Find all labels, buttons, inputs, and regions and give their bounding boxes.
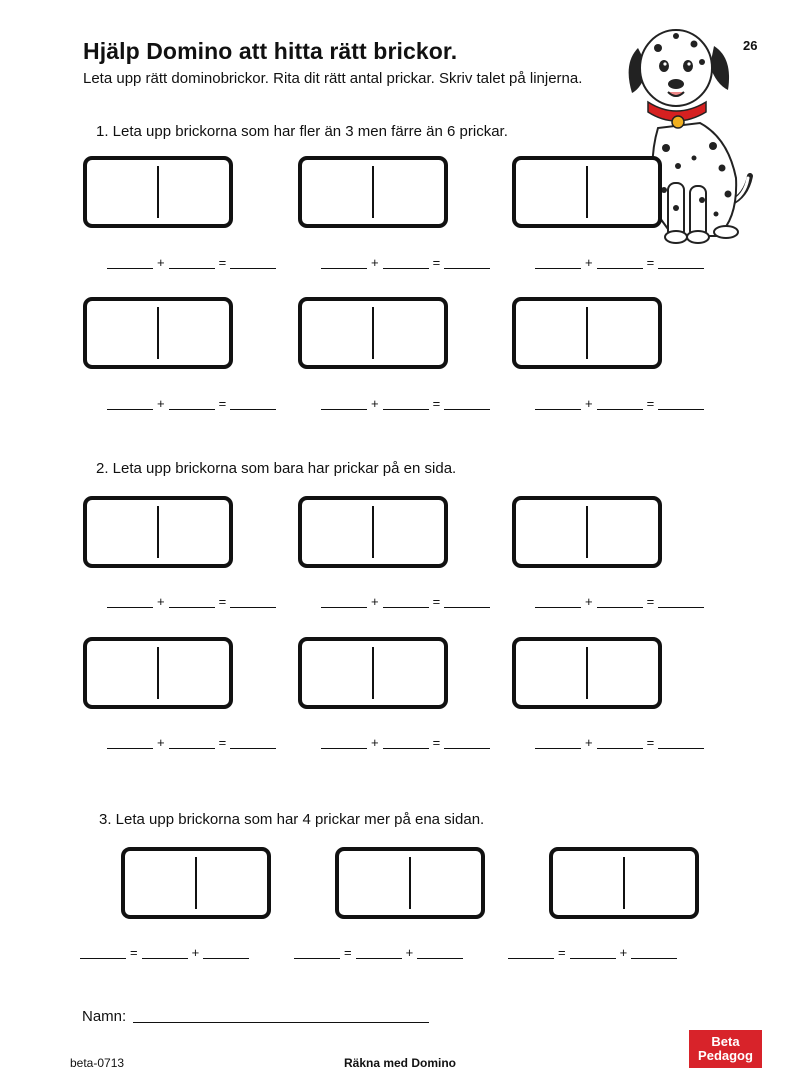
domino-tile[interactable] xyxy=(549,847,699,919)
equals-sign: = xyxy=(218,735,227,750)
domino-tile[interactable] xyxy=(83,496,233,568)
answer-blank[interactable] xyxy=(444,258,490,269)
equals-sign: = xyxy=(646,255,655,270)
domino-divider xyxy=(157,166,159,218)
answer-blank[interactable] xyxy=(321,399,367,410)
equals-sign: = xyxy=(432,396,441,411)
domino-tile[interactable] xyxy=(83,637,233,709)
domino-divider xyxy=(157,506,159,558)
equals-sign: = xyxy=(218,396,227,411)
domino-divider xyxy=(157,307,159,359)
domino-divider xyxy=(586,647,588,699)
answer-blank[interactable] xyxy=(597,258,643,269)
answer-blank[interactable] xyxy=(230,738,276,749)
domino-divider xyxy=(623,857,625,909)
plus-sign: + xyxy=(371,255,379,270)
equals-sign: = xyxy=(130,945,138,960)
subtraction-equation xyxy=(77,946,252,959)
answer-blank[interactable] xyxy=(321,258,367,269)
answer-blank[interactable] xyxy=(508,948,554,959)
equals-sign: = xyxy=(432,735,441,750)
answer-blank[interactable] xyxy=(444,399,490,410)
plus-sign: + xyxy=(191,945,200,960)
answer-blank[interactable] xyxy=(80,948,126,959)
answer-blank[interactable] xyxy=(230,597,276,608)
domino-tile[interactable] xyxy=(298,496,448,568)
subtraction-equation xyxy=(505,946,680,959)
page-title: Hjälp Domino att hitta rätt brickor. xyxy=(83,38,458,64)
answer-blank[interactable] xyxy=(169,399,215,410)
equals-sign: = xyxy=(218,594,227,609)
answer-blank[interactable] xyxy=(383,399,429,410)
plus-sign: + xyxy=(371,396,379,411)
answer-blank[interactable] xyxy=(417,948,463,959)
plus-sign: + xyxy=(585,396,593,411)
plus-sign: + xyxy=(371,594,379,609)
domino-tile[interactable] xyxy=(83,156,233,228)
equals-sign: = xyxy=(646,594,655,609)
answer-blank[interactable] xyxy=(321,597,367,608)
plus-sign: + xyxy=(157,594,165,609)
question-2-label: 2. Leta upp brickorna som bara har prickar på en sida. xyxy=(96,460,457,477)
answer-blank[interactable] xyxy=(107,399,153,410)
domino-tile[interactable] xyxy=(298,156,448,228)
plus-sign: + xyxy=(585,594,593,609)
plus-sign: + xyxy=(157,396,165,411)
equals-sign: = xyxy=(218,255,227,270)
answer-blank[interactable] xyxy=(107,738,153,749)
domino-divider xyxy=(372,307,374,359)
domino-tile[interactable] xyxy=(512,496,662,568)
answer-blank[interactable] xyxy=(597,399,643,410)
plus-sign: + xyxy=(157,735,165,750)
answer-blank[interactable] xyxy=(356,948,402,959)
domino-tile[interactable] xyxy=(335,847,485,919)
addition-equation xyxy=(318,595,493,608)
plus-sign: + xyxy=(585,255,593,270)
answer-blank[interactable] xyxy=(169,597,215,608)
domino-tile[interactable] xyxy=(512,637,662,709)
book-title: Räkna med Domino xyxy=(343,1056,457,1070)
question-3-label: 3. Leta upp brickorna som har 4 prickar mer på ena sidan. xyxy=(99,811,485,828)
equals-sign: = xyxy=(558,945,566,960)
equals-sign: = xyxy=(646,735,655,750)
answer-blank[interactable] xyxy=(230,399,276,410)
addition-equation xyxy=(318,397,493,410)
domino-divider xyxy=(372,647,374,699)
answer-blank[interactable] xyxy=(444,738,490,749)
instructions: Leta upp rätt dominobrickor. Rita dit rätt antal prickar. Skriv talet på linjerna. xyxy=(83,70,583,87)
answer-blank[interactable] xyxy=(658,738,704,749)
beta-pedagog-logo xyxy=(689,1030,762,1068)
logo-line-2: Pedagog xyxy=(698,1048,753,1063)
answer-blank[interactable] xyxy=(321,738,367,749)
answer-blank[interactable] xyxy=(535,258,581,269)
addition-equation xyxy=(104,595,279,608)
answer-blank[interactable] xyxy=(597,597,643,608)
page-number: 26 xyxy=(743,38,758,53)
logo-line-1: Beta xyxy=(711,1034,740,1049)
name-field[interactable] xyxy=(133,1022,429,1023)
subtraction-equation xyxy=(291,946,466,959)
worksheet-code: beta-0713 xyxy=(70,1056,125,1070)
domino-divider xyxy=(409,857,411,909)
domino-tile[interactable] xyxy=(83,297,233,369)
domino-tile[interactable] xyxy=(121,847,271,919)
answer-blank[interactable] xyxy=(107,258,153,269)
domino-divider xyxy=(372,166,374,218)
plus-sign: + xyxy=(157,255,165,270)
domino-tile[interactable] xyxy=(512,156,662,228)
answer-blank[interactable] xyxy=(535,597,581,608)
answer-blank[interactable] xyxy=(107,597,153,608)
equals-sign: = xyxy=(432,255,441,270)
answer-blank[interactable] xyxy=(597,738,643,749)
plus-sign: + xyxy=(405,945,414,960)
answer-blank[interactable] xyxy=(570,948,616,959)
answer-blank[interactable] xyxy=(658,399,704,410)
domino-divider xyxy=(195,857,197,909)
answer-blank[interactable] xyxy=(444,597,490,608)
name-label: Namn: xyxy=(82,1008,127,1025)
answer-blank[interactable] xyxy=(383,597,429,608)
question-1-label: 1. Leta upp brickorna som har fler än 3 men färre än 6 prickar. xyxy=(96,123,508,140)
answer-blank[interactable] xyxy=(230,258,276,269)
domino-divider xyxy=(372,506,374,558)
answer-blank[interactable] xyxy=(203,948,249,959)
answer-blank[interactable] xyxy=(658,597,704,608)
domino-divider xyxy=(586,506,588,558)
answer-blank[interactable] xyxy=(383,258,429,269)
addition-equation xyxy=(532,736,707,749)
plus-sign: + xyxy=(619,945,628,960)
equals-sign: = xyxy=(344,945,352,960)
addition-equation xyxy=(104,397,279,410)
domino-divider xyxy=(157,647,159,699)
answer-blank[interactable] xyxy=(383,738,429,749)
plus-sign: + xyxy=(371,735,379,750)
addition-equation xyxy=(532,397,707,410)
domino-tile[interactable] xyxy=(512,297,662,369)
answer-blank[interactable] xyxy=(169,258,215,269)
domino-divider xyxy=(586,307,588,359)
addition-equation xyxy=(104,256,279,269)
answer-blank[interactable] xyxy=(169,738,215,749)
domino-tile[interactable] xyxy=(298,297,448,369)
addition-equation xyxy=(532,256,707,269)
addition-equation xyxy=(318,256,493,269)
addition-equation xyxy=(104,736,279,749)
addition-equation xyxy=(532,595,707,608)
domino-tile[interactable] xyxy=(298,637,448,709)
answer-blank[interactable] xyxy=(535,399,581,410)
answer-blank[interactable] xyxy=(658,258,704,269)
equals-sign: = xyxy=(646,396,655,411)
plus-sign: + xyxy=(585,735,593,750)
domino-divider xyxy=(586,166,588,218)
answer-blank[interactable] xyxy=(631,948,677,959)
answer-blank[interactable] xyxy=(142,948,188,959)
addition-equation xyxy=(318,736,493,749)
answer-blank[interactable] xyxy=(294,948,340,959)
answer-blank[interactable] xyxy=(535,738,581,749)
equals-sign: = xyxy=(432,594,441,609)
